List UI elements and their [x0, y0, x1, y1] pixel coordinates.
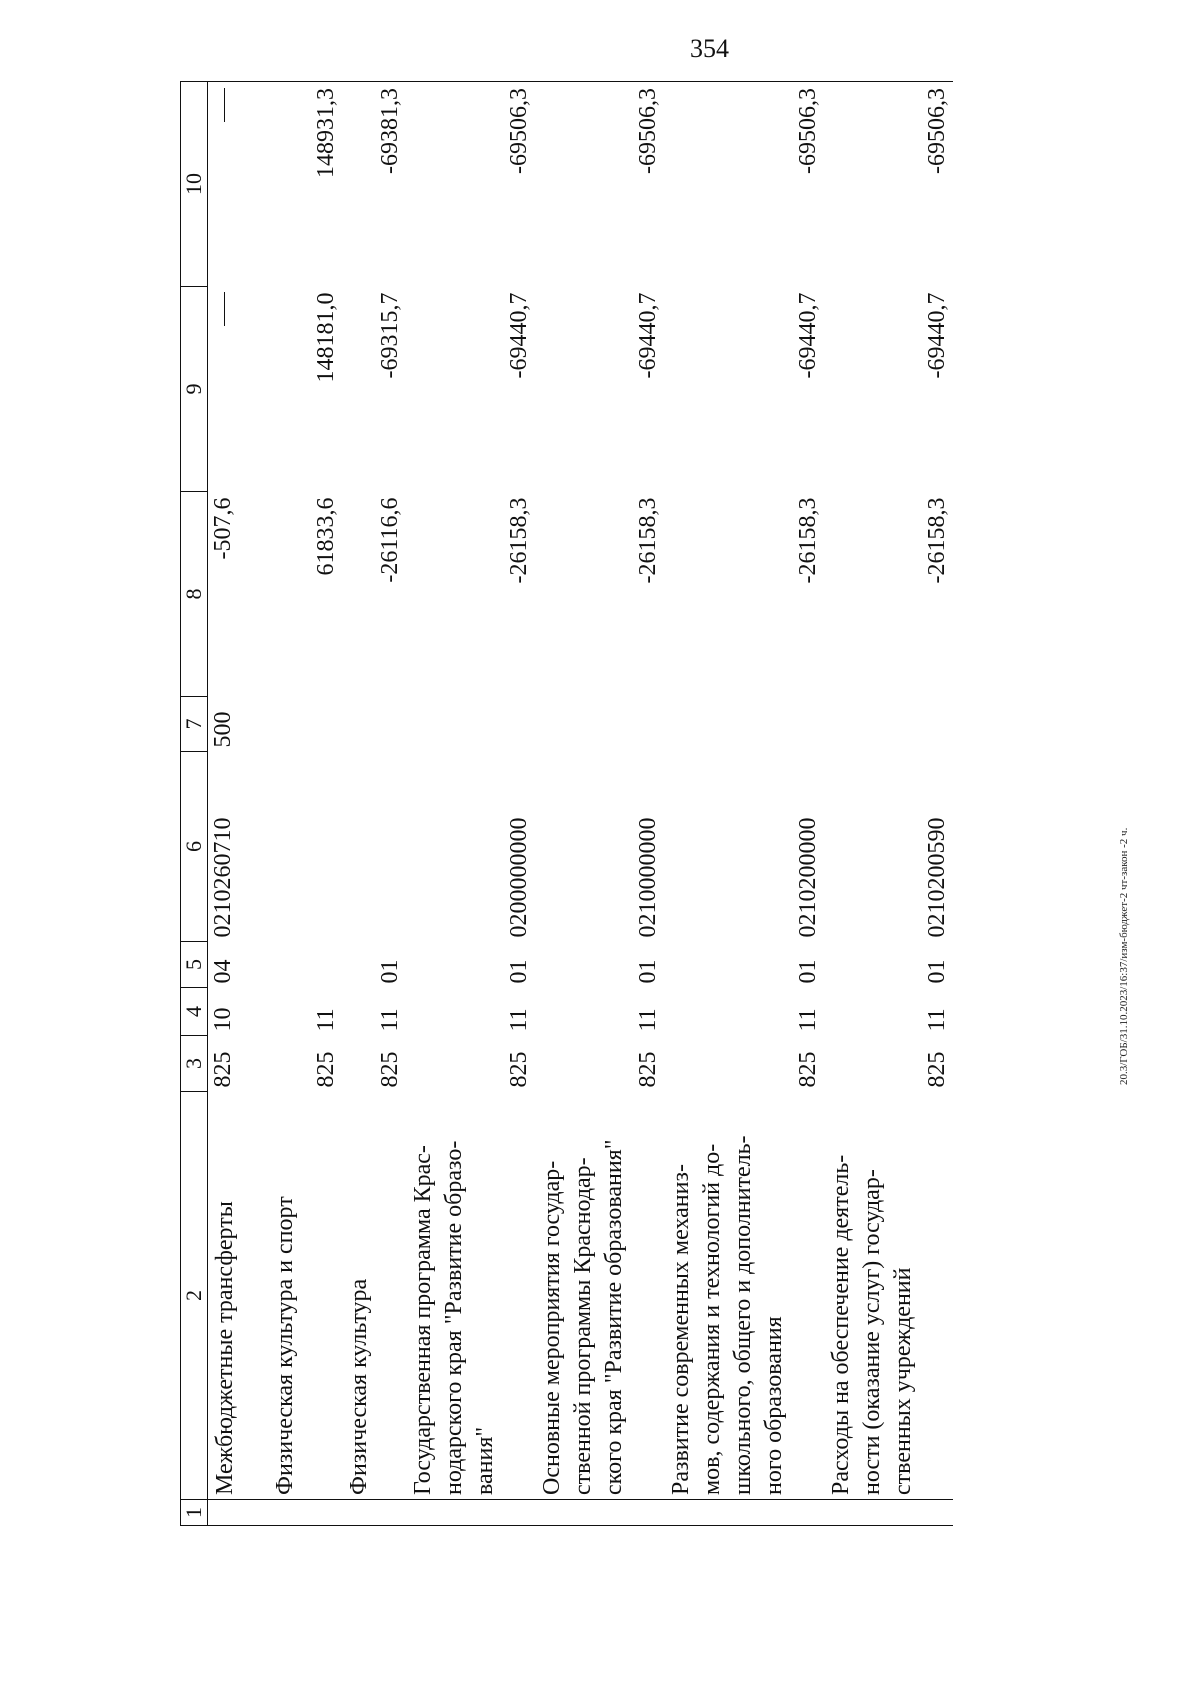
- row-name-line: Развитие современных механиз-: [668, 1164, 694, 1495]
- dash-mark: [224, 88, 225, 122]
- page-number: 354: [690, 34, 729, 63]
- row-name: [208, 1092, 269, 1500]
- ministry-code: 825: [506, 1051, 532, 1088]
- table-row: [535, 82, 664, 1526]
- subsection-code: 01: [377, 959, 403, 984]
- table-row: [664, 82, 824, 1526]
- row-number-cell: [208, 1500, 269, 1526]
- row-name: [342, 1092, 406, 1500]
- row-name-line: школьного, общего и дополнитель-: [730, 1135, 756, 1495]
- amount-col-8: 61833,6: [313, 497, 339, 576]
- amount-col-8: -26158,3: [635, 497, 661, 584]
- section-code: 11: [313, 1008, 339, 1032]
- subsection-code: 01: [795, 959, 821, 984]
- amount-col-8: -26158,3: [795, 497, 821, 584]
- amount-col-10: -69506,3: [664, 82, 824, 287]
- section-code: 11: [795, 1008, 821, 1032]
- budget-table-rotated: [180, 82, 980, 1526]
- row-name: [268, 1092, 342, 1500]
- header-col-5: 5: [181, 942, 208, 988]
- row-name-line: ственной программы Краснодар-: [570, 1157, 596, 1495]
- subsection-code: [268, 942, 342, 988]
- row-number-cell: [824, 1500, 953, 1526]
- row-name-line: мов, содержания и технологий до-: [699, 1143, 725, 1495]
- row-number-cell: [342, 1500, 406, 1526]
- expense-type-code: [535, 697, 664, 752]
- amount-col-10: -69506,3: [535, 82, 664, 287]
- table-body: [208, 82, 954, 1526]
- budget-table: [180, 81, 953, 1526]
- row-number-cell: [406, 1500, 535, 1526]
- subsection-code: 01: [635, 959, 661, 984]
- ministry-code: 825: [635, 1051, 661, 1088]
- amount-col-10: -69506,3: [824, 82, 953, 287]
- header-col-2: 2: [181, 1092, 208, 1500]
- target-article-code: [342, 752, 406, 942]
- expense-type-code: [268, 697, 342, 752]
- section-code: 11: [924, 1008, 950, 1032]
- row-name-line: нодарского края "Развитие образо-: [441, 1140, 467, 1495]
- row-name: [824, 1092, 953, 1500]
- amount-col-8: -26158,3: [506, 497, 532, 584]
- row-name-line: Государственная программа Крас-: [410, 1145, 436, 1495]
- table-header: [181, 82, 208, 1526]
- amount-col-9: -69440,7: [506, 292, 532, 379]
- expense-type-code: [342, 697, 406, 752]
- row-number-cell: [268, 1500, 342, 1526]
- ministry-code: 825: [377, 1051, 403, 1088]
- amount-col-10: -69381,3: [342, 82, 406, 287]
- header-col-8: 8: [181, 492, 208, 697]
- target-article-code: 0200000000: [506, 817, 532, 938]
- amount-col-10: 148931,3: [268, 82, 342, 287]
- table-row: [824, 82, 953, 1526]
- row-name-line: Расходы на обеспечение деятель-: [828, 1154, 854, 1495]
- amount-col-10: [208, 82, 269, 287]
- row-name-line: ственных учреждений: [890, 1267, 916, 1495]
- row-name: [406, 1092, 535, 1500]
- subsection-code: 01: [506, 959, 532, 984]
- row-name-line: вания": [472, 1426, 498, 1495]
- amount-col-8: -26158,3: [924, 497, 950, 584]
- table-row: [208, 82, 269, 1526]
- row-name-line: Физическая культура: [346, 1278, 372, 1495]
- row-name-line: ного образования: [761, 1316, 787, 1495]
- target-article-code: 0210200000: [795, 817, 821, 938]
- amount-col-9: 148181,0: [313, 292, 339, 383]
- header-col-6: 6: [181, 752, 208, 942]
- expense-type-code: [406, 697, 535, 752]
- subsection-code: 01: [924, 959, 950, 984]
- row-name-line: ности (оказание услуг) государ-: [859, 1169, 885, 1495]
- row-name-line: Межбюджетные трансферты: [212, 1201, 238, 1495]
- expense-type-code: [824, 697, 953, 752]
- section-code: 11: [635, 1008, 661, 1032]
- row-name: [535, 1092, 664, 1500]
- section-code: 11: [377, 1008, 403, 1032]
- expense-type-code: 500: [210, 711, 236, 748]
- row-number-cell: [535, 1500, 664, 1526]
- header-col-7: 7: [181, 697, 208, 752]
- ministry-code: 825: [924, 1051, 950, 1088]
- amount-col-9: -69440,7: [795, 292, 821, 379]
- amount-col-8: -507,6: [210, 497, 236, 560]
- subsection-code: 04: [210, 959, 236, 984]
- header-col-4: 4: [181, 988, 208, 1036]
- amount-col-9: [208, 287, 269, 492]
- header-col-3: 3: [181, 1036, 208, 1092]
- amount-col-9: -69440,7: [924, 292, 950, 379]
- header-col-1: 1: [181, 1500, 208, 1526]
- amount-col-8: -26116,6: [377, 497, 403, 583]
- amount-col-10: -69506,3: [406, 82, 535, 287]
- target-article-code: 0210260710: [210, 817, 236, 938]
- header-col-10: 10: [181, 82, 208, 287]
- row-number-cell: [664, 1500, 824, 1526]
- table-row: [406, 82, 535, 1526]
- amount-col-9: -69440,7: [635, 292, 661, 379]
- section-code: 10: [210, 1007, 236, 1032]
- footer-note: 20.3/ГОБ/31.10.2023/16:37/изм-бюджет-2 чт-закон -2 ч.: [1118, 827, 1130, 1085]
- amount-col-9: -69315,7: [377, 292, 403, 379]
- target-article-code: 0210200590: [924, 817, 950, 938]
- table-row: [342, 82, 406, 1526]
- row-name-line: Основные мероприятия государ-: [539, 1160, 565, 1495]
- row-name: [664, 1092, 824, 1500]
- ministry-code: 825: [795, 1051, 821, 1088]
- header-col-9: 9: [181, 287, 208, 492]
- dash-mark: [224, 293, 225, 327]
- ministry-code: 825: [210, 1051, 236, 1088]
- row-name-line: ского края "Развитие образования": [601, 1139, 627, 1495]
- section-code: 11: [506, 1008, 532, 1032]
- target-article-code: [268, 752, 342, 942]
- target-article-code: 0210000000: [635, 817, 661, 938]
- expense-type-code: [664, 697, 824, 752]
- table-row: [268, 82, 342, 1526]
- ministry-code: 825: [313, 1051, 339, 1088]
- row-name-line: Физическая культура и спорт: [272, 1196, 298, 1495]
